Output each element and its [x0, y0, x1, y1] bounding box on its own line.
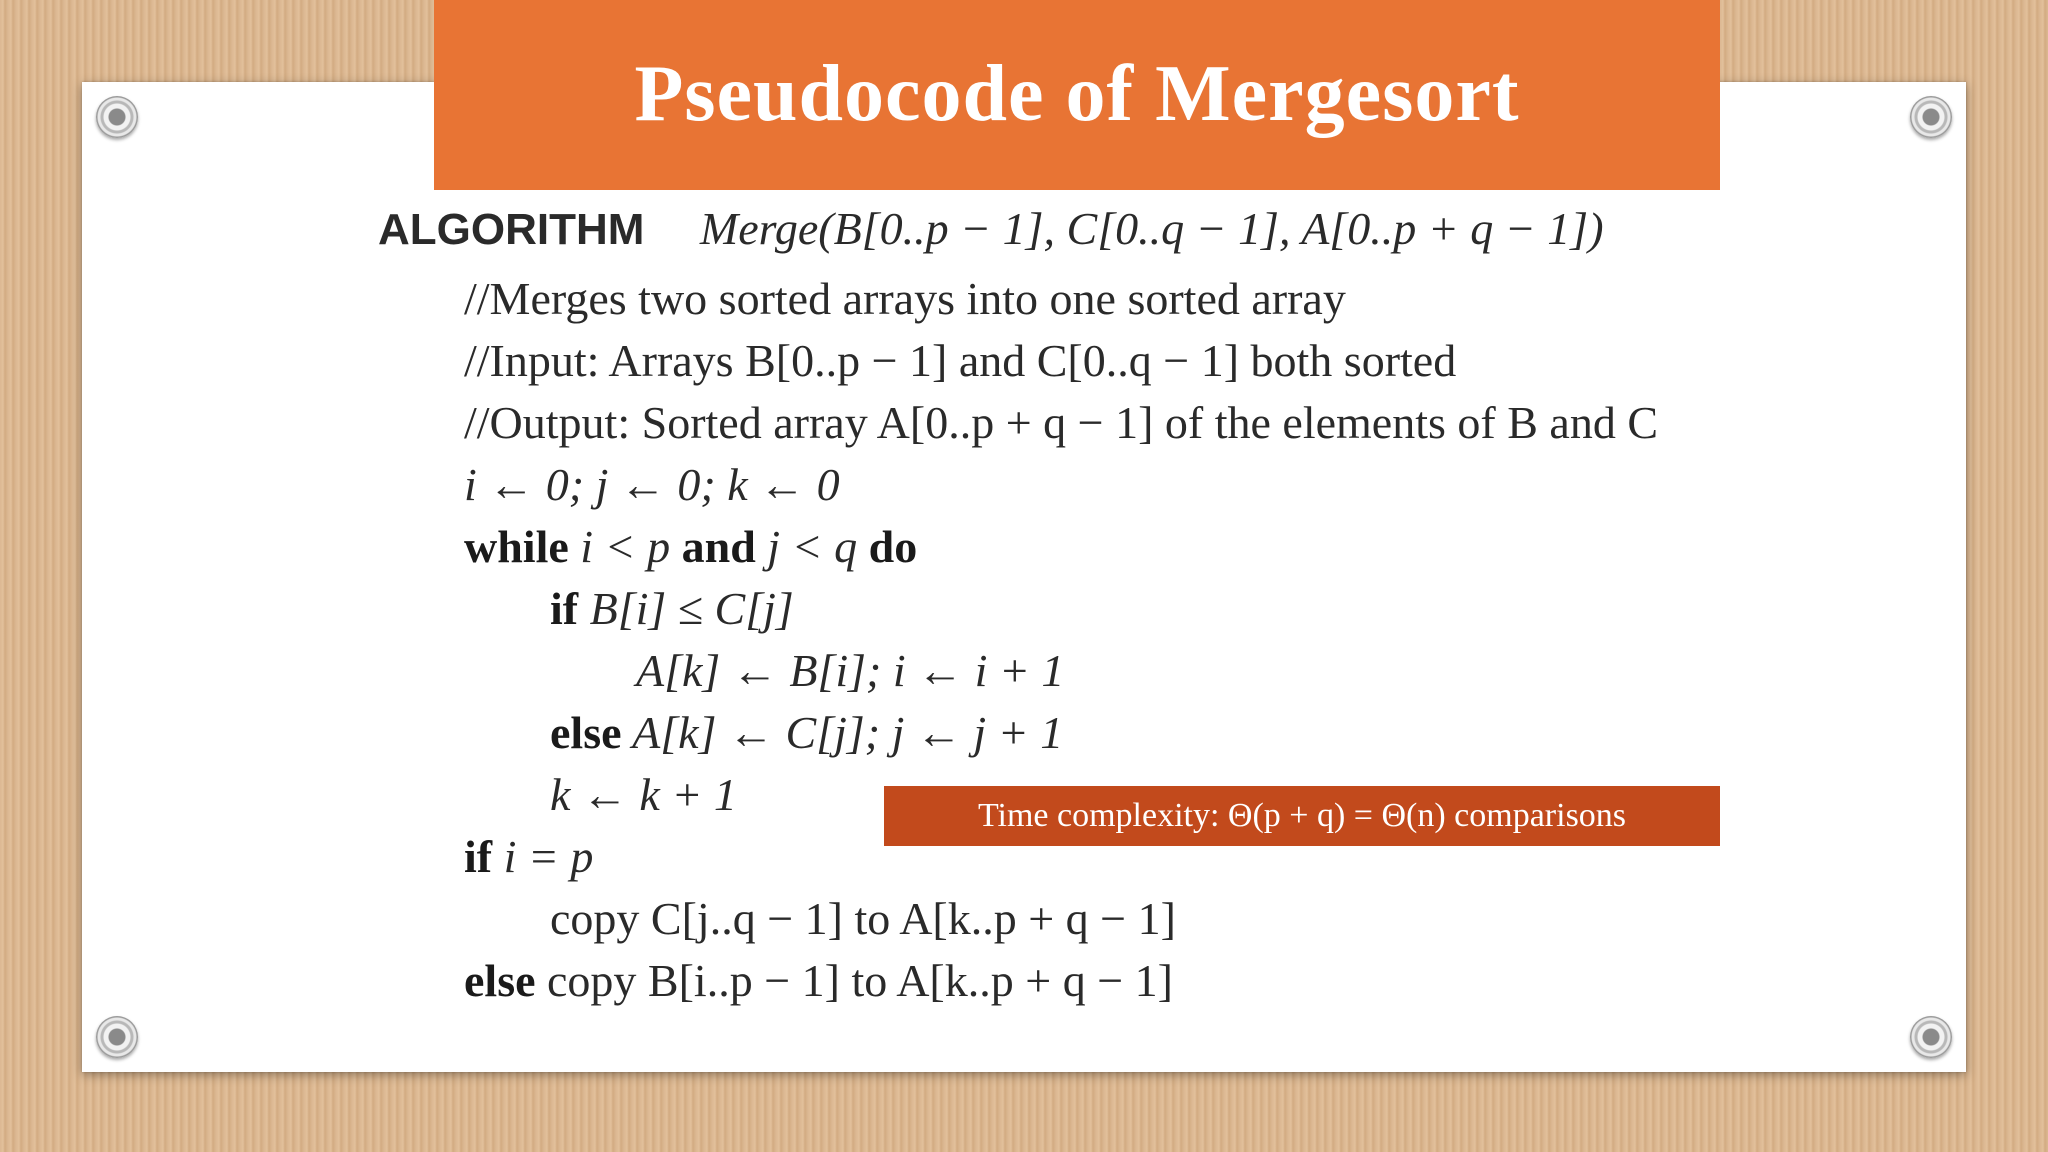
code-line-text: k ← k + 1: [550, 769, 737, 820]
code-line-text: i = p: [492, 831, 594, 882]
code-line-9: [550, 768, 737, 821]
code-line-2: [464, 334, 1456, 387]
code-line-1: [464, 272, 1346, 325]
slide-title: Pseudocode of Mergesort: [634, 49, 1520, 138]
keyword-else: else: [550, 707, 622, 758]
algorithm-keyword: ALGORITHM: [378, 205, 645, 254]
code-line-7: [636, 644, 1064, 697]
code-line-text: A[k] ← B[i]; i ← i + 1: [636, 645, 1065, 696]
keyword-do: do: [868, 521, 918, 572]
complexity-note-box: [884, 786, 1720, 846]
grommet-bottom-right-icon: [1910, 1016, 1952, 1058]
grommet-top-right-icon: [1910, 96, 1952, 138]
code-line-3: [464, 396, 1658, 449]
code-line-text: //Merges two sorted arrays into one sorted array: [464, 273, 1346, 324]
code-line-4: [464, 458, 840, 511]
keyword-if: if: [550, 583, 579, 634]
code-line-text: //Input: Arrays B[0..p − 1] and C[0..q − 1] both sorted: [464, 335, 1457, 386]
code-line-text: copy B[i..p − 1] to A[k..p + q − 1]: [535, 955, 1173, 1006]
code-line-text: i < p: [568, 521, 682, 572]
code-line-text: //Output: Sorted array A[0..p + q − 1] of the elements of B and C: [464, 397, 1659, 448]
code-line-text: A[k] ← C[j]; j ← j + 1: [621, 707, 1064, 758]
keyword-and: and: [681, 521, 756, 572]
code-line-text: j < q: [755, 521, 869, 572]
grommet-top-left-icon: [96, 96, 138, 138]
code-line-11: [550, 892, 1176, 945]
keyword-else: else: [464, 955, 536, 1006]
code-line-6: [550, 582, 794, 635]
code-line-8: [550, 706, 1063, 759]
code-line-text: copy C[j..q − 1] to A[k..p + q − 1]: [550, 893, 1176, 944]
code-line-text: i ← 0; j ← 0; k ← 0: [464, 459, 840, 510]
algorithm-panel: [368, 196, 1826, 1018]
algorithm-signature: Merge(B[0..p − 1], C[0..q − 1], A[0..p + q − 1]): [699, 203, 1604, 254]
code-line-12: [464, 954, 1173, 1007]
title-banner: [434, 0, 1720, 190]
complexity-note: Time complexity: Θ(p + q) = Θ(n) comparisons: [977, 797, 1627, 834]
algorithm-header: [378, 202, 1604, 255]
code-line-10: [464, 830, 593, 883]
keyword-while: while: [464, 521, 569, 572]
grommet-bottom-left-icon: [96, 1016, 138, 1058]
code-line-5: [464, 520, 917, 573]
code-line-text: B[i] ≤ C[j]: [578, 583, 794, 634]
keyword-if: if: [464, 831, 493, 882]
